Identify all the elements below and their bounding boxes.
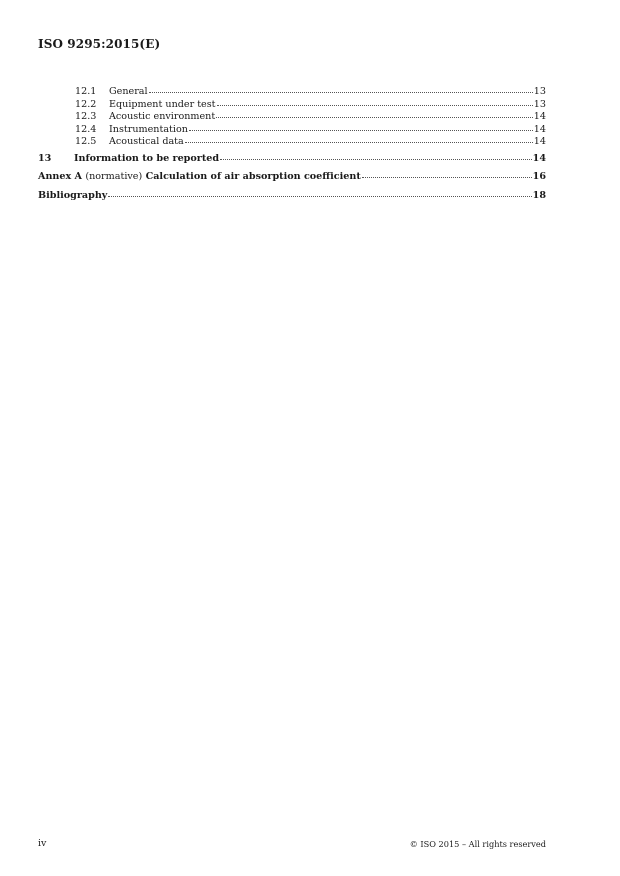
toc-entry-page: 13 — [533, 86, 546, 97]
toc-entry-page: 16 — [532, 170, 546, 182]
toc-entry-12-1[interactable] — [38, 86, 546, 99]
toc-entry-12-5[interactable] — [38, 136, 546, 149]
toc-entry-title: Equipment under test — [109, 98, 216, 110]
toc-entry-page: 14 — [533, 111, 546, 123]
dot-leader — [217, 104, 533, 106]
toc-entry-number: 12.2 — [75, 98, 97, 110]
toc-entry-page: 13 — [533, 98, 546, 110]
toc-entry-number: 13 — [38, 152, 52, 164]
annex-qualifier: (normative) — [85, 170, 143, 182]
table-of-contents — [38, 86, 546, 202]
toc-entry-title: Acoustical data — [109, 136, 184, 148]
dot-leader — [185, 141, 533, 143]
toc-entry-page: 18 — [532, 189, 546, 201]
dot-leader — [149, 91, 533, 93]
toc-entry-12-2[interactable] — [38, 99, 546, 112]
toc-entry-title: Bibliography — [38, 189, 108, 201]
toc-entry-title: Acoustic environment — [109, 111, 216, 123]
toc-entry-number: 12.4 — [75, 123, 97, 135]
toc-entry-title: Information to be reported — [74, 152, 220, 164]
toc-entry-title: Instrumentation — [109, 123, 188, 135]
dot-leader — [362, 176, 532, 178]
annex-label: Annex A — [38, 170, 83, 182]
dot-leader — [216, 116, 533, 118]
toc-entry-12-3[interactable] — [38, 111, 546, 124]
copyright-notice: © ISO 2015 – All rights reserved — [409, 839, 546, 849]
document-id-header: ISO 9295:2015(E) — [38, 37, 161, 51]
dot-leader — [189, 129, 533, 131]
toc-entry-13[interactable] — [38, 152, 546, 165]
page-number: iv — [38, 838, 47, 849]
toc-entry-page: 14 — [533, 123, 546, 135]
toc-entry-12-4[interactable] — [38, 124, 546, 137]
toc-entry-number: 12.5 — [75, 136, 97, 148]
toc-entry-page: 14 — [532, 152, 546, 164]
toc-entry-page: 14 — [533, 136, 546, 148]
toc-entry-title: Calculation of air absorption coefficient — [145, 170, 361, 182]
toc-entry-number: 12.3 — [75, 111, 97, 123]
toc-entry-bibliography[interactable] — [38, 190, 546, 203]
toc-entry-annex-a[interactable] — [38, 171, 546, 184]
toc-entry-title: General — [109, 86, 148, 97]
dot-leader — [108, 195, 531, 197]
toc-entry-number: 12.1 — [75, 86, 97, 97]
dot-leader — [220, 158, 532, 160]
